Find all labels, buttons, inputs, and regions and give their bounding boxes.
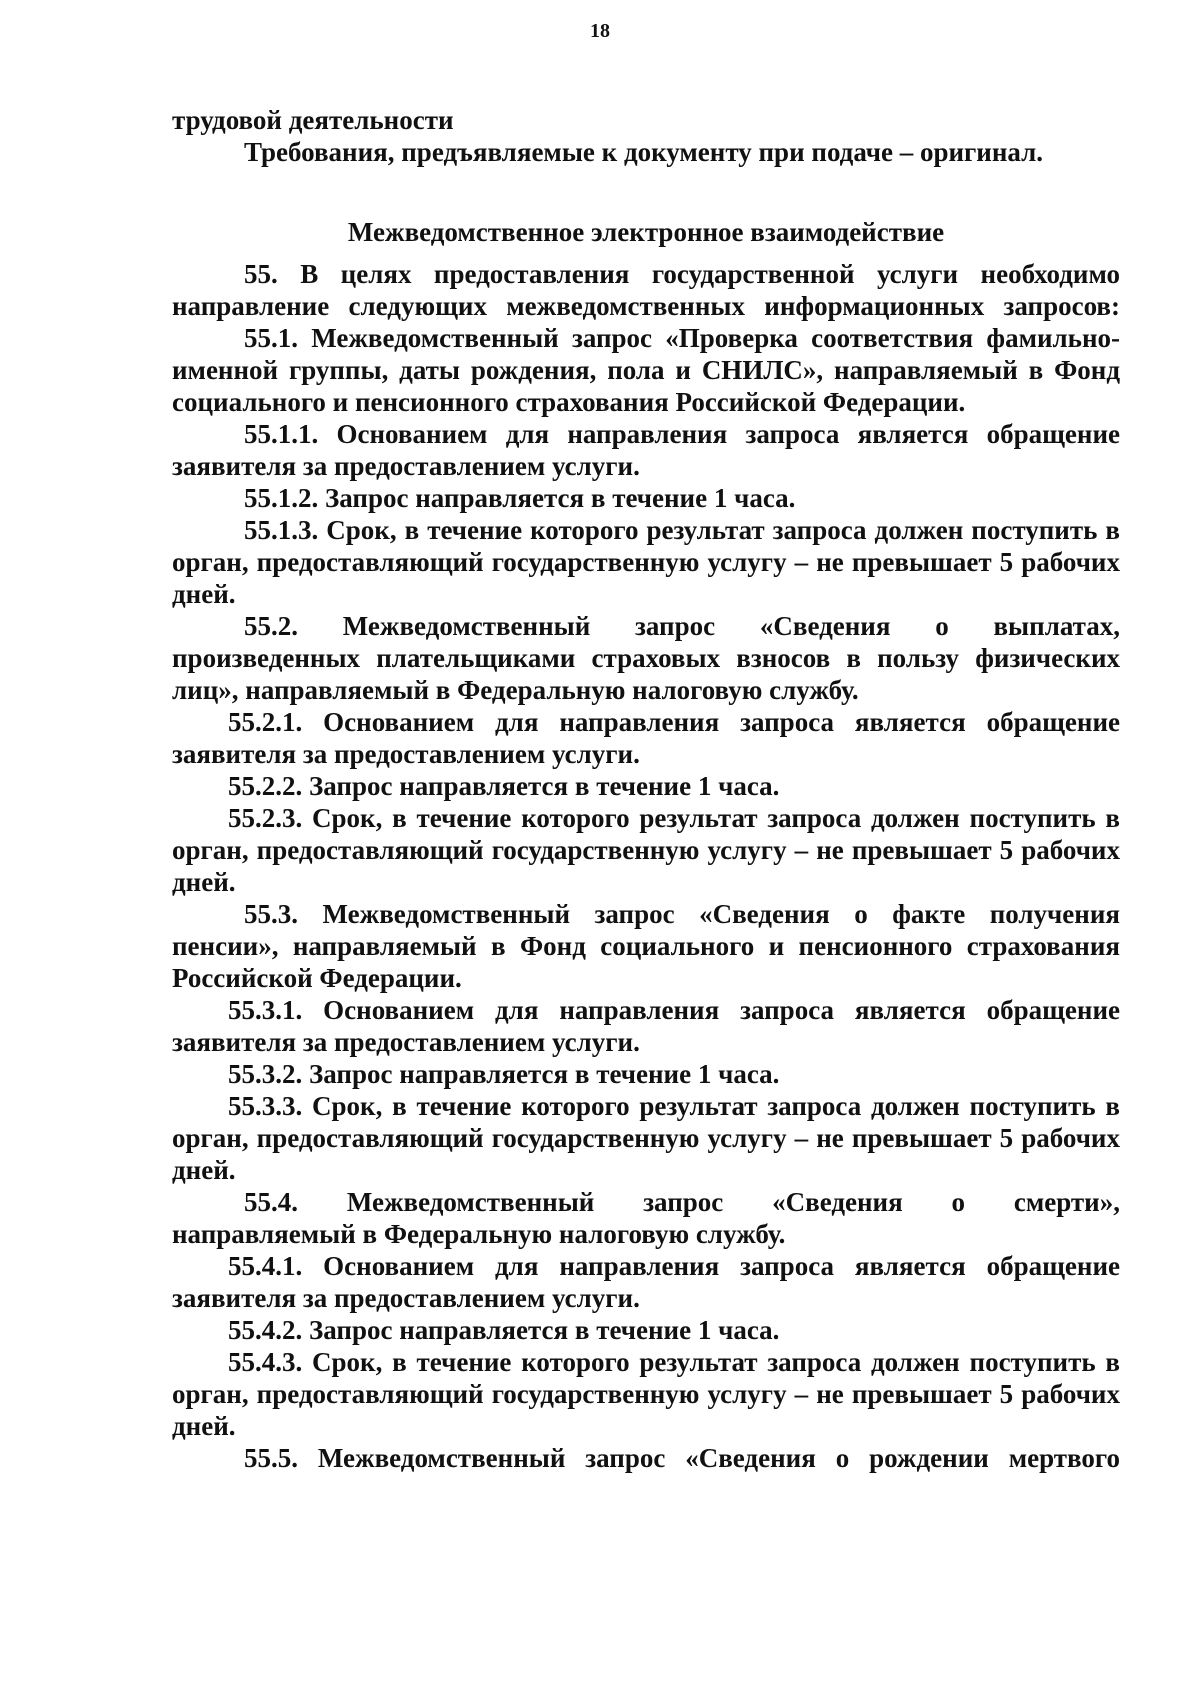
paragraph-line: заявителя за предоставлением услуги. <box>172 451 640 481</box>
paragraph-line: произведенных плательщиками страховых взносов в пользу физических <box>172 643 1120 673</box>
paragraph-line: 55.5. Межведомственный запрос «Сведения о рождении мертвого <box>244 1443 1120 1473</box>
paragraph-line: орган, предоставляющий государственную услугу – не превышает 5 рабочих <box>172 835 1120 865</box>
paragraph-line: 55.1. Межведомственный запрос «Проверка соответствия фамильно- <box>244 323 1120 353</box>
paragraph-line: 55.2. Межведомственный запрос «Сведения о выплатах, <box>244 611 1120 641</box>
paragraph-line: 55.2.2. Запрос направляется в течение 1 часа. <box>228 771 780 801</box>
paragraph-line: дней. <box>172 1411 236 1441</box>
paragraph-line: 55.3.1. Основанием для направления запроса является обращение <box>228 995 1120 1025</box>
paragraph-line: 55.2.1. Основанием для направления запроса является обращение <box>228 707 1120 737</box>
paragraph-line: 55.4.2. Запрос направляется в течение 1 часа. <box>228 1315 780 1345</box>
document-body <box>172 104 1120 1474</box>
paragraph-line: заявителя за предоставлением услуги. <box>172 1027 640 1057</box>
paragraph-line: именной группы, даты рождения, пола и СНИЛС», направляемый в Фонд <box>172 355 1120 385</box>
paragraph-line: орган, предоставляющий государственную услугу – не превышает 5 рабочих <box>172 1123 1120 1153</box>
paragraph-line: дней. <box>172 579 236 609</box>
paragraph-line: Российской Федерации. <box>172 963 462 993</box>
paragraph-line: 55.4.3. Срок, в течение которого результат запроса должен поступить в <box>228 1347 1120 1377</box>
paragraph-line: 55.3.3. Срок, в течение которого результат запроса должен поступить в <box>228 1091 1120 1121</box>
paragraph-line: пенсии», направляемый в Фонд социального и пенсионного страхования <box>172 931 1120 961</box>
section-heading: Межведомственное электронное взаимодействие <box>347 217 945 247</box>
paragraph-line: 55.3. Межведомственный запрос «Сведения о факте получения <box>244 899 1120 929</box>
paragraph-line: 55.4. Межведомственный запрос «Сведения о смерти», <box>244 1187 1120 1217</box>
paragraph-line: лиц», направляемый в Федеральную налоговую службу. <box>172 675 859 705</box>
paragraph-line: 55.1.1. Основанием для направления запроса является обращение <box>244 419 1120 449</box>
paragraph-line: 55.3.2. Запрос направляется в течение 1 часа. <box>228 1059 780 1089</box>
paragraph-line: орган, предоставляющий государственную услугу – не превышает 5 рабочих <box>172 547 1120 577</box>
paragraph-line: 55.1.3. Срок, в течение которого результат запроса должен поступить в <box>244 515 1120 545</box>
text-line: трудовой деятельности <box>172 105 454 135</box>
text-line: Требования, предъявляемые к документу при подаче – оригинал. <box>244 137 1044 167</box>
paragraph-line: 55.4.1. Основанием для направления запроса является обращение <box>228 1251 1120 1281</box>
paragraph-line: 55.1.2. Запрос направляется в течение 1 часа. <box>244 483 796 513</box>
paragraph-line: заявителя за предоставлением услуги. <box>172 739 640 769</box>
paragraph-line: направление следующих межведомственных информационных запросов: <box>172 291 1120 321</box>
paragraph-line: 55.2.3. Срок, в течение которого результат запроса должен поступить в <box>228 803 1120 833</box>
paragraph-line: социального и пенсионного страхования Российской Федерации. <box>172 387 966 417</box>
paragraph-line: 55. В целях предоставления государственной услуги необходимо <box>244 259 1120 289</box>
paragraph-line: дней. <box>172 1155 236 1185</box>
page-number: 18 <box>590 20 610 42</box>
paragraph-line: дней. <box>172 867 236 897</box>
paragraph-line: орган, предоставляющий государственную услугу – не превышает 5 рабочих <box>172 1379 1120 1409</box>
paragraph-line: направляемый в Федеральную налоговую службу. <box>172 1219 786 1249</box>
paragraph-line: заявителя за предоставлением услуги. <box>172 1283 640 1313</box>
